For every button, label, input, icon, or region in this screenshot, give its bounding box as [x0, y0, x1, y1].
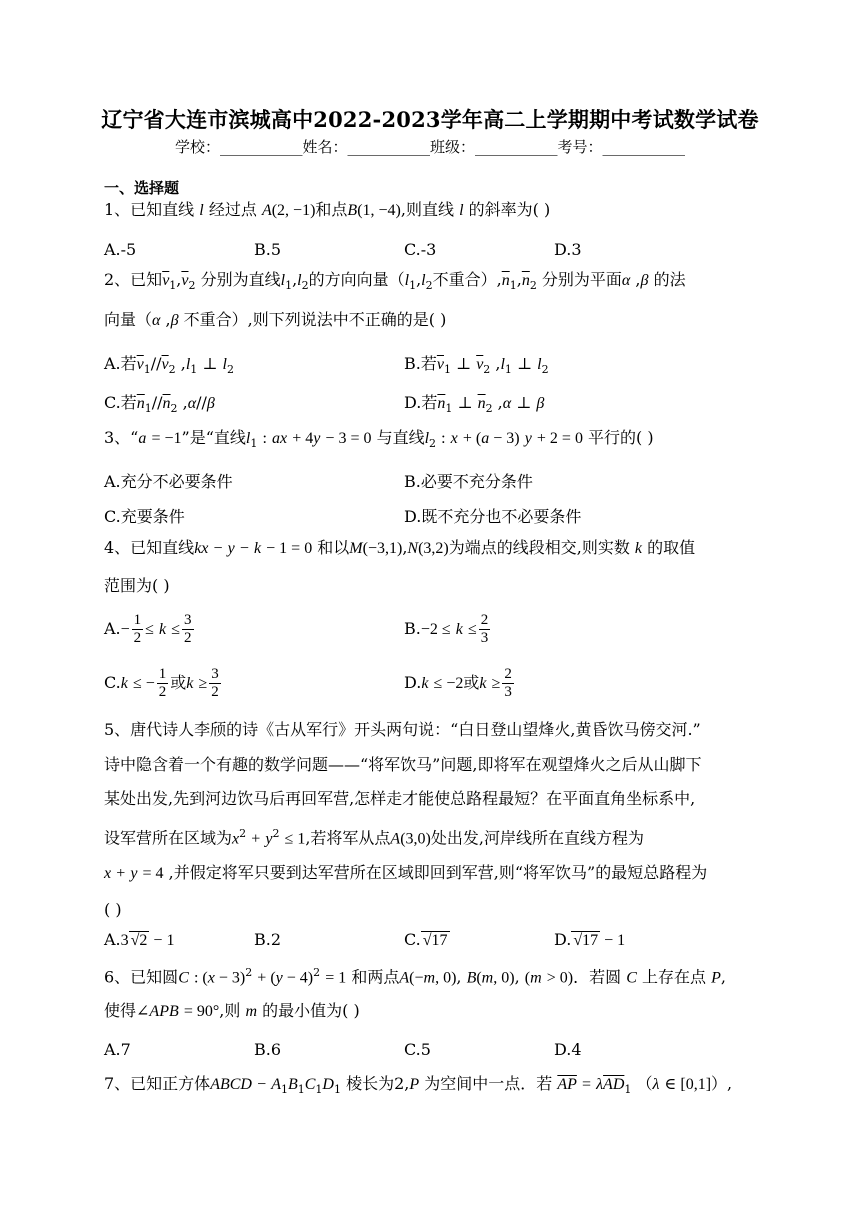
q4-option-c[interactable]: C.k ≤ − $\frac{1}{2}$ 或k ≥ $\frac{3}{2}$: [104, 666, 219, 700]
q6-option-c[interactable]: C.5: [404, 1040, 431, 1059]
q6-option-b[interactable]: B.6: [254, 1040, 282, 1059]
question-5-line2: 诗中隐含着一个有趣的数学问题——“将军饮马”问题,即将军在观望烽火之后从山脚下: [104, 755, 702, 774]
question-4-stem-line2: 范围为( ): [104, 576, 170, 595]
q1-option-a[interactable]: A.-5: [104, 240, 137, 259]
question-5-line5: x + y = 4 ,并假定将军只要到达军营所在区域即回到军营,则“将军饮马”的最短总路程为: [104, 863, 708, 882]
q2-option-b[interactable]: B.若$\overline{v}_1$ ⊥ $\overline{v}_2$ $,l_1$ ⊥ $l_2$: [404, 354, 549, 377]
question-4-stem: 4、已知直线kx − y − k − 1 = 0 和以M(−3,1),N(3,2)为端点的线段相交,则实数 k 的取值: [104, 538, 696, 557]
question-5-line3: 某处出发,先到河边饮马后再回军营,怎样走才能使总路程最短？在平面直角坐标系中,: [104, 789, 696, 808]
question-5-line6: ( ): [104, 900, 122, 919]
section-heading: 一、选择题: [104, 179, 180, 197]
question-3-stem: 3、“a = −1”是“直线$l_1$ : ax + 4y − 3 = 0 与直线$l_2$ : x + (a − 3) y + 2 = 0 平行的( ): [104, 428, 654, 451]
question-6-stem: 6、已知圆C : $(x - 3)^2 + (y - 4)^2 = 1$ 和两点A(−m, 0), B(m, 0), (m > 0)．若圆 C 上存在点 P,: [104, 966, 726, 987]
q5-option-b[interactable]: B.2: [254, 930, 282, 949]
question-5-line1: 5、唐代诗人李颀的诗《古从军行》开头两句说：“白日登山望烽火,黄昏饮马傍交河.”: [104, 720, 701, 739]
q4-option-a[interactable]: A.− $\frac{1}{2}$ ≤ k ≤ $\frac{3}{2}$: [104, 612, 192, 646]
question-2-stem-line2: 向量（α ,β 不重合）,则下列说法中不正确的是( ): [104, 310, 447, 329]
q1-option-c[interactable]: C.-3: [404, 240, 437, 259]
q4-option-d[interactable]: D.k ≤ −2或k ≥ $\frac{2}{3}$: [404, 666, 512, 700]
q2-option-a[interactable]: A.若$\overline{v}_1//\overline{v}_2$ $,l_1$ ⊥ $l_2$: [104, 354, 234, 377]
q3-option-a[interactable]: A.充分不必要条件: [104, 472, 233, 491]
q3-option-b[interactable]: B.必要不充分条件: [404, 472, 533, 491]
q2-option-d[interactable]: D.若$\overline{n}_1$ ⊥ $\overline{n}_2$ ,α ⊥ β: [404, 393, 545, 416]
question-6-stem-line2: 使得∠APB = 90°,则 m 的最小值为( ): [104, 1001, 360, 1020]
question-5-line4: 设军营所在区域为$x^2 + y^2 \le 1$,若将军从点A(3,0)处出发,河岸线所在直线方程为: [104, 827, 644, 848]
question-1-stem: 1、已知直线 l 经过点 A(2, −1)和点B(1, −4),则直线 l 的斜率为( ): [104, 200, 551, 219]
q5-option-c[interactable]: C. √17: [404, 930, 448, 949]
q6-option-a[interactable]: A.7: [104, 1040, 131, 1059]
q1-option-b[interactable]: B.5: [254, 240, 282, 259]
q1-option-d[interactable]: D.3: [554, 240, 582, 259]
q4-option-b[interactable]: B.−2 ≤ k ≤ $\frac{2}{3}$: [404, 612, 489, 646]
question-7-stem: 7、已知正方体ABCD − $A_1B_1C_1D_1$ 棱长为2,P 为空间中一点．若 $\overline{AP} = \lambda\overline{AD}_1$ （λ ∈ [0,1]）,: [104, 1074, 733, 1097]
student-info-line: 学校：___________姓名：___________班级：___________考号：___________: [174, 138, 685, 156]
q6-option-d[interactable]: D.4: [554, 1040, 582, 1059]
q3-option-c[interactable]: C.充要条件: [104, 507, 185, 526]
q5-option-a[interactable]: A.3 √2 − 1: [104, 930, 175, 949]
q3-option-d[interactable]: D.既不充分也不必要条件: [404, 507, 582, 526]
q2-option-c[interactable]: C.若$\overline{n}_1//\overline{n}_2$ ,α//β: [104, 393, 215, 416]
q5-option-d[interactable]: D. √17 − 1: [554, 930, 626, 949]
question-2-stem: 2、已知$\overline{v}_1,\overline{v}_2$ 分别为直线$l_1,l_2$的方向向量（$l_1,l_2$不重合）$,\overline{n}_1,\overline{n}_2$ 分别为平面α ,β 的法: [104, 270, 686, 293]
page-title: 辽宁省大连市滨城高中2022-2023学年高二上学期期中考试数学试卷: [101, 107, 759, 132]
